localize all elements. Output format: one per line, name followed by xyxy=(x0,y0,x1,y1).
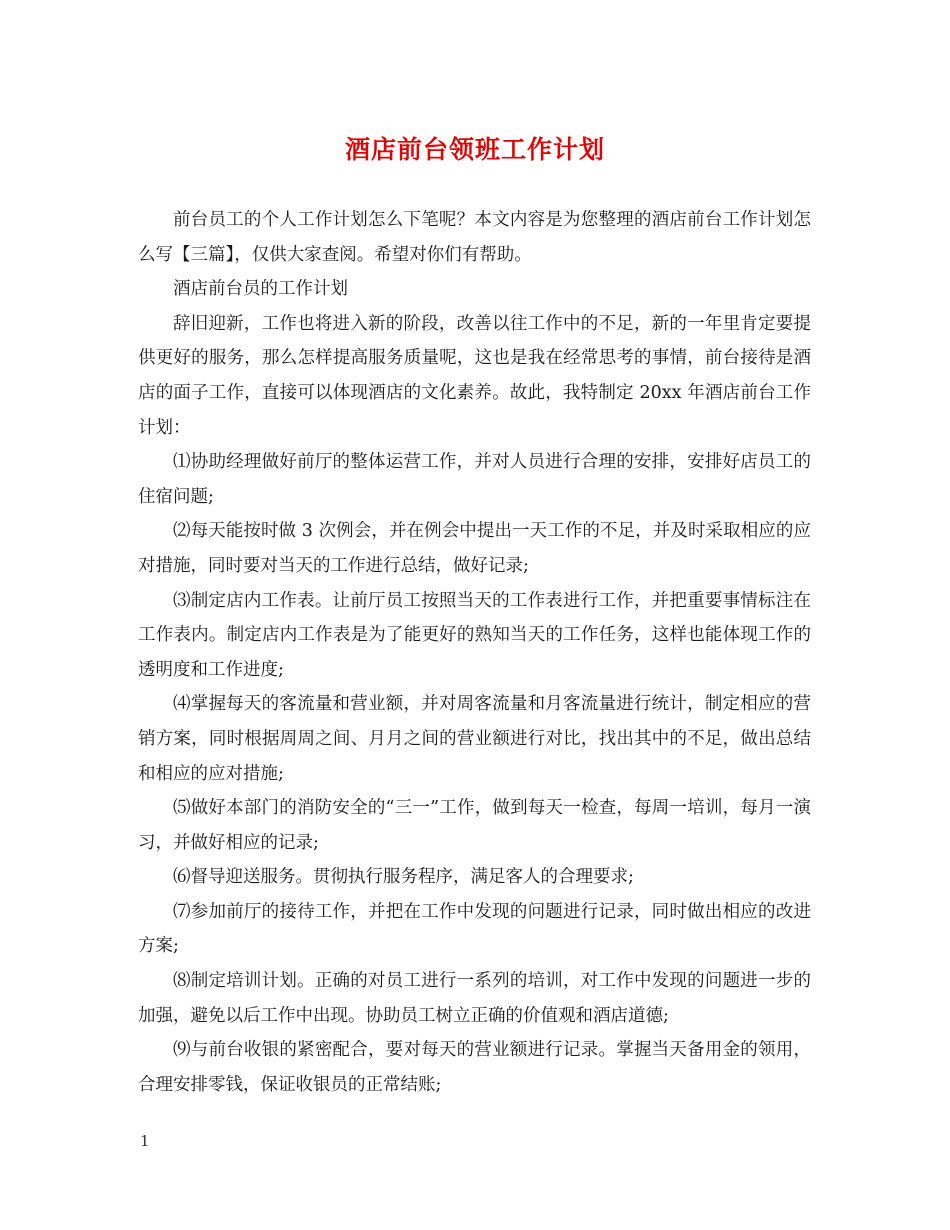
document-body xyxy=(138,203,811,1102)
paragraph-overview: 辞旧迎新，工作也将进入新的阶段，改善以往工作中的不足，新的一年里肯定要提供更好的服务，那么怎样提高服务质量呢，这也是我在经常思考的事情，前台接待是酒店的面子工作，直接可以体现酒店的文化素养。故此，我特制定 20xx 年酒店前台工作计划： xyxy=(138,313,811,438)
document-title: 酒店前台领班工作计划 xyxy=(344,135,605,164)
paragraph-item-2: ⑵每天能按时做 3 次例会，并在例会中提出一天工作的不足，并及时采取相应的应对措施，同时要对当天的工作进行总结，做好记录; xyxy=(138,521,811,576)
page-number: 1 xyxy=(140,1132,150,1150)
paragraph-item-9: ⑼与前台收银的紧密配合，要对每天的营业额进行记录。掌握当天备用金的领用，合理安排零钱，保证收银员的正常结账; xyxy=(138,1040,811,1095)
paragraph-section-heading: 酒店前台员的工作计划 xyxy=(173,279,348,300)
paragraph-item-8: ⑻制定培训计划。正确的对员工进行一系列的培训，对工作中发现的问题进一步的加强，避免以后工作中出现。协助员工树立正确的价值观和酒店道德; xyxy=(138,971,811,1026)
paragraph-intro: 前台员工的个人工作计划怎么下笔呢？本文内容是为您整理的酒店前台工作计划怎么写【三篇】，仅供大家查阅。希望对你们有帮助。 xyxy=(138,210,811,265)
paragraph-item-4: ⑷掌握每天的客流量和营业额，并对周客流量和月客流量进行统计，制定相应的营销方案，同时根据周周之间、月月之间的营业额进行对比，找出其中的不足，做出总结和相应的应对措施; xyxy=(138,694,811,784)
paragraph-item-6: ⑹督导迎送服务。贯彻执行服务程序，满足客人的合理要求; xyxy=(173,867,634,888)
paragraph-item-7: ⑺参加前厅的接待工作，并把在工作中发现的问题进行记录，同时做出相应的改进方案; xyxy=(138,901,811,957)
paragraph-item-5: ⑸做好本部门的消防安全的“三一”工作，做到每天一检查，每周一培训，每月一演习，并做好相应的记录; xyxy=(138,798,811,853)
paragraph-item-1: ⑴协助经理做好前厅的整体运营工作，并对人员进行合理的安排，安排好店员工的住宿问题; xyxy=(138,452,811,507)
paragraph-item-3: ⑶制定店内工作表。让前厅员工按照当天的工作表进行工作，并把重要事情标注在工作表内。制定店内工作表是为了能更好的熟知当天的工作任务，这样也能体现工作的透明度和工作进度; xyxy=(138,590,811,680)
